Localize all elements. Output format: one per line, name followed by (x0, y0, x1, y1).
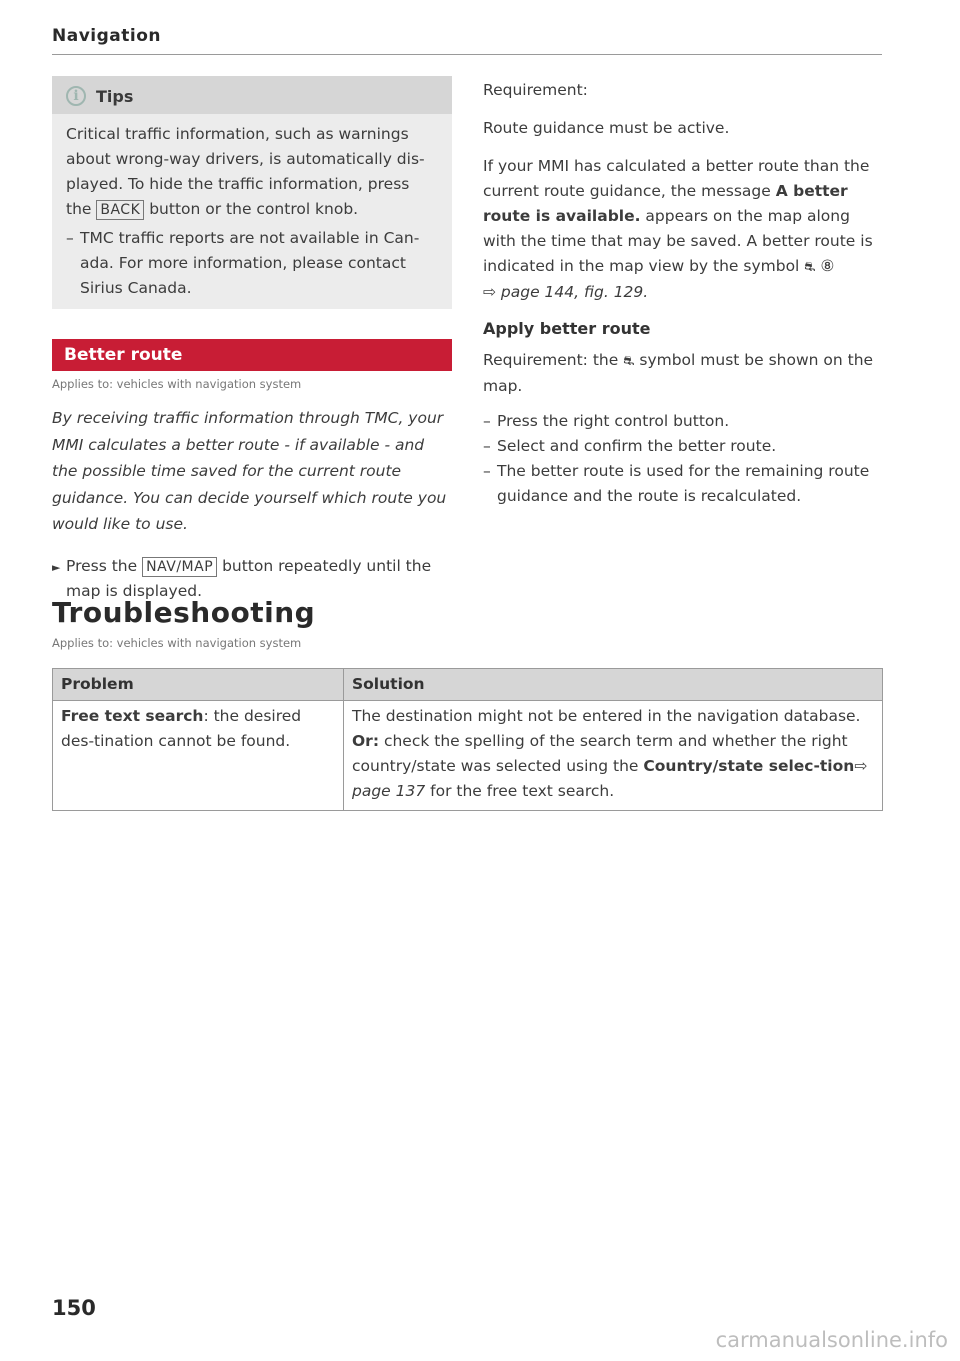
apply-step-text: Select and confirm the better route. (497, 437, 777, 455)
apply-req-text-1: Requirement: the (483, 351, 624, 369)
header-title: Navigation (52, 26, 161, 46)
apply-step (483, 459, 883, 509)
apply-steps (483, 409, 883, 509)
solution-reference: ⇨ page 137 (352, 757, 868, 800)
col-header-solution: Solution (344, 669, 883, 701)
table-header-row (53, 669, 883, 701)
figure-reference: ⇨ page 144, fig. 129. (483, 283, 649, 301)
troubleshooting-table (52, 668, 883, 811)
col-header-problem: Problem (53, 669, 344, 701)
apply-better-route-heading: Apply better route (483, 319, 651, 338)
nav-map-key: NAV/MAP (142, 557, 217, 577)
watermark: carmanualsonline.info (715, 1328, 948, 1352)
para-text-2: appears on the map along with the time that may be saved. A better route is indicated in the map view by the symbol (483, 207, 873, 275)
better-route-applies: Applies to: vehicles with navigation system (52, 377, 302, 391)
para-text-1: If your MMI has calculated a better route than the current route guidance, the message (483, 157, 870, 200)
tips-bullet (66, 226, 438, 301)
message-text: A better route is available. (483, 182, 848, 225)
better-route-heading: Better route (52, 339, 452, 371)
better-route-symbol-icon: ⛐ (804, 260, 816, 275)
dash-marker: – (483, 462, 491, 480)
solution-cell (344, 701, 883, 811)
apply-req-text-2: symbol must be shown on the map. (483, 351, 874, 395)
solution-or: Or: (352, 732, 380, 750)
tips-body (66, 122, 438, 301)
tips-text-1: Critical traffic information, such as warnings about wrong-way drivers, is automatically dis-played. To hide the traffic information, press the (66, 125, 425, 218)
problem-cell (53, 701, 344, 811)
apply-step (483, 434, 883, 459)
tips-paragraph (66, 122, 438, 222)
table-row (53, 701, 883, 811)
apply-step-text: Press the right control button. (497, 412, 730, 430)
page-number: 150 (52, 1296, 96, 1320)
problem-bold: Free text search (61, 707, 204, 725)
info-icon: i (66, 86, 86, 106)
callout-8: ⑧ (820, 257, 835, 275)
dash-marker: – (483, 412, 491, 430)
troubleshooting-applies: Applies to: vehicles with navigation system (52, 636, 302, 650)
page-header (52, 26, 882, 55)
step-arrow-icon: ► (52, 560, 61, 574)
better-route-symbol-icon: ⛐ (623, 354, 635, 369)
right-column (483, 76, 883, 509)
solution-text-1: The destination might not be entered in the navigation database. (352, 707, 861, 725)
left-column (52, 76, 452, 604)
solution-bold: Country/state selec-tion (643, 757, 855, 775)
solution-text-2: check the spelling of the search term and whether the right country/state was selected using the (352, 732, 848, 775)
solution-text-3: for the free text search. (425, 782, 615, 800)
apply-step-text: The better route is used for the remaining route guidance and the route is recalculated. (497, 462, 870, 505)
apply-step (483, 409, 883, 434)
apply-requirement (483, 348, 883, 399)
troubleshooting-heading: Troubleshooting (52, 596, 316, 629)
better-route-intro: By receiving traffic information through TMC, your MMI calculates a better route - if available - and the possible time saved for the current route guidance. You can decide yourself which route you would like to use. (52, 409, 447, 533)
dash-marker: – (483, 437, 491, 455)
step-text-2: button repeatedly until the map is displayed. (66, 556, 432, 600)
tips-text-2: button or the control knob. (144, 200, 359, 218)
requirement-text: Route guidance must be active. (483, 119, 730, 137)
tips-bullet-text: TMC traffic reports are not available in Can-ada. For more information, please contact Sirius Canada. (80, 229, 420, 297)
tips-box (52, 76, 452, 309)
better-route-paragraph (483, 154, 883, 305)
problem-text: : the desired des-tination cannot be found. (61, 707, 302, 750)
requirement-label: Requirement: (483, 81, 588, 99)
tips-heading: Tips (96, 86, 134, 106)
tips-header (52, 76, 452, 114)
step-text-1: Press the (66, 556, 143, 575)
dash-marker: – (66, 229, 74, 247)
back-key: BACK (96, 200, 144, 220)
